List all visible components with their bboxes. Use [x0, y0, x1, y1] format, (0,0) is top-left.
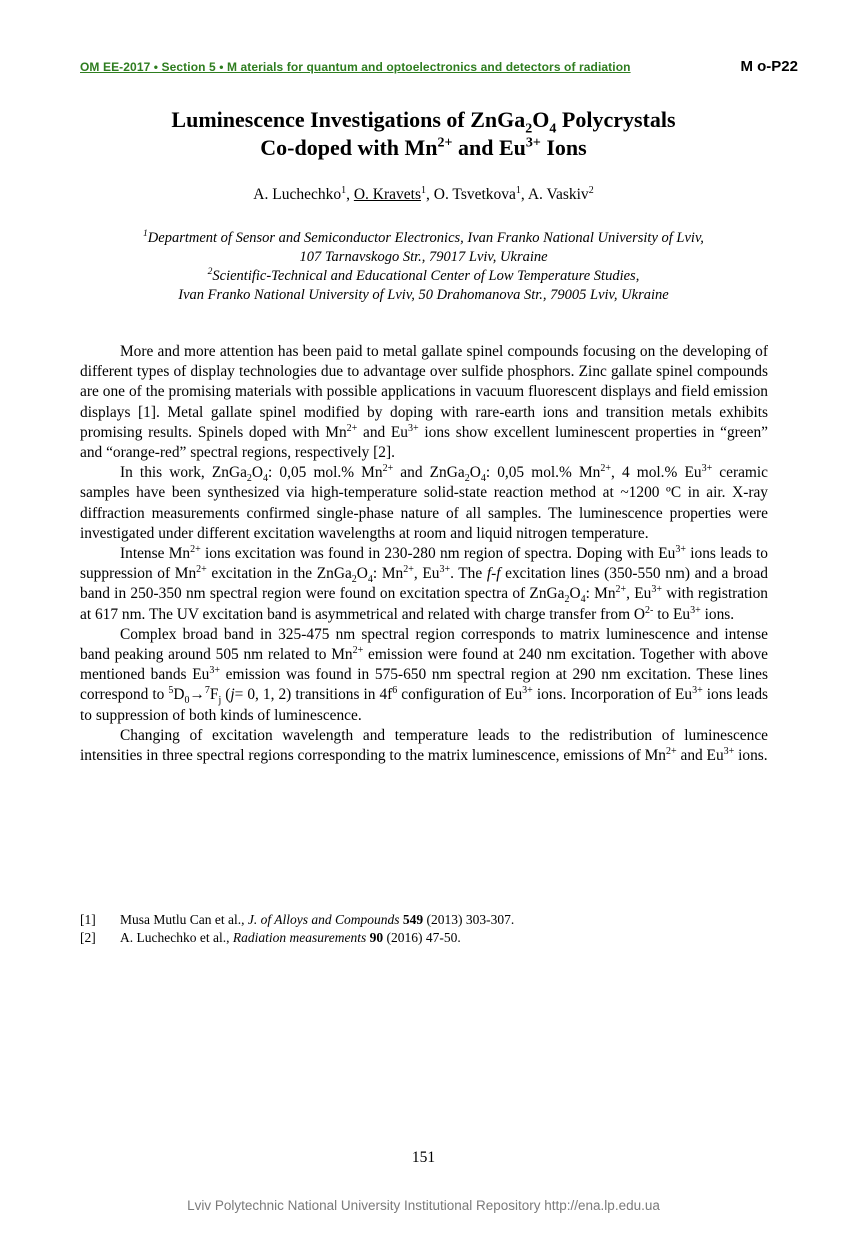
separator: , [426, 186, 434, 203]
text: . The [450, 565, 487, 583]
text: In this work, ZnGa [120, 464, 247, 482]
text: O [569, 585, 581, 603]
presenting-author-name: O. Kravets [353, 186, 422, 203]
paragraph-3 [80, 544, 768, 625]
reference-authors: A. Luchechko et al., [120, 930, 233, 945]
affiliation-marker: 1 [341, 184, 347, 196]
text: ions. [734, 747, 768, 765]
affiliation-2-line-2: Ivan Franko National University of Lviv, 50 Drahomanova Str., 79005 Lviv, Ukraine [178, 287, 669, 303]
superscript: 3+ [408, 422, 419, 434]
conference-header [80, 58, 800, 78]
superscript: 5 [168, 685, 174, 697]
subscript: 2 [351, 574, 357, 586]
affiliation-1-line-1 [0, 229, 847, 248]
text: emission were found at 240 nm excitation. Together with above mentioned bands Eu [80, 646, 768, 684]
text: O [469, 464, 481, 482]
reference-journal: Radiation measurements [232, 930, 367, 945]
superscript: 2+ [382, 463, 394, 475]
author-name: A. Vaskiv [527, 186, 589, 203]
text: F [209, 686, 219, 704]
superscript: 6 [392, 685, 398, 697]
paragraph-4 [80, 625, 768, 726]
text: Complex broad band in 325-475 nm spectral region corresponds to matrix luminescence and intense band peaking around 505 nm related to Mn [80, 625, 768, 664]
title-superscript: 2+ [437, 135, 453, 151]
text: Changing of excitation wavelength and temperature leads to the redistribution of luminescence intensities in three spectral regions corresponding to the matrix luminescence, emissions of Mn [80, 726, 768, 765]
superscript: 2+ [190, 543, 201, 555]
subscript: j [218, 695, 222, 707]
affiliation-text: Department of Sensor and Semiconductor Electronics, Ivan Franko National University of Lviv, [147, 230, 704, 246]
title-superscript: 3+ [525, 135, 541, 151]
superscript: 2+ [346, 422, 358, 434]
text: to Eu [653, 605, 691, 623]
reference-list [80, 911, 768, 947]
text: and Eu [676, 747, 724, 765]
affiliation-1-line-2: 107 Tarnavskogo Str., 79017 Lviv, Ukraine [299, 249, 548, 265]
text: ions. [700, 605, 735, 623]
text: ions excitation was found in 230-280 nm region of spectra. Doping with Eu [200, 545, 676, 563]
text: : Mn [585, 585, 616, 603]
subscript: 2 [246, 473, 252, 485]
text: : Mn [372, 565, 404, 583]
superscript: 3+ [701, 463, 713, 475]
superscript: 3+ [675, 543, 686, 555]
title-text: O [532, 107, 550, 132]
paragraph-5 [80, 726, 768, 766]
repository-footer: Lviv Polytechnic National University Institutional Repository http://ena.lp.edu.ua [187, 1198, 660, 1213]
text: and ZnGa [393, 464, 465, 482]
paper-title-line-1 [0, 106, 847, 137]
reference-text [120, 929, 461, 947]
text: ( [221, 686, 231, 704]
subscript: 2 [564, 594, 570, 606]
reference-volume: 549 [402, 912, 424, 927]
text: : 0,05 mol.% Mn [485, 464, 601, 482]
affiliation-2-line-1 [0, 267, 847, 286]
text: configuration of Eu [397, 686, 523, 704]
superscript: 3+ [439, 564, 451, 576]
superscript: 3+ [690, 604, 701, 616]
italic-text: f-f [486, 565, 501, 583]
text: excitation in the ZnGa [206, 565, 352, 583]
reference-item [80, 911, 768, 929]
abstract-body [80, 342, 768, 766]
superscript: 2+ [403, 564, 414, 576]
title-text: Co-doped with Mn [260, 135, 438, 160]
text: excitation lines (350-550 nm) and a broad band in 250-350 nm spectral region were found on excitation spectra of ZnGa [80, 565, 768, 603]
reference-number: [1] [80, 912, 96, 927]
subscript: 0 [184, 695, 190, 707]
author-list [0, 186, 847, 204]
separator: , [346, 186, 354, 203]
text: emission was found in 575-650 nm spectral region at 290 nm excitation. These lines correspond to [80, 666, 768, 704]
text: : 0,05 mol.% Mn [268, 464, 383, 482]
text: and Eu [357, 423, 409, 441]
reference-authors: Musa Mutlu Can et al., [120, 912, 248, 927]
paper-title-line-2 [0, 134, 847, 162]
title-text: Ions [540, 135, 587, 160]
affiliation-marker: 2 [588, 184, 594, 196]
page-number: 151 [411, 1149, 436, 1166]
superscript: 3+ [522, 685, 533, 697]
text: , 4 mol.% Eu [610, 464, 702, 482]
reference-year-pages: (2016) 47-50. [383, 930, 461, 945]
affiliation-marker: 2 [207, 267, 213, 278]
reference-journal: J. of Alloys and Compounds [247, 912, 400, 927]
subscript: 4 [367, 574, 373, 586]
author-name: O. Tsvetkova [433, 186, 516, 203]
reference-item [80, 929, 768, 947]
text: More and more attention has been paid to metal gallate spinel compounds focusing on the developing of different types of display technologies due to advantage over sulfide phosphors. Zinc gallate spinel compounds are one of the promising materials with possible applications in vacuum fluorescent displays and field emission displays [1]. Metal gallate spinel modified by doping with rare-earth ions and transition metals exhibits promising results. Spinels doped with Mn [80, 343, 768, 441]
title-text: Polycrystals [556, 107, 676, 132]
title-text: and Eu [452, 135, 526, 160]
separator: , [520, 186, 528, 203]
text: → [189, 686, 205, 704]
superscript: 2+ [615, 584, 627, 596]
text: ions leads to suppression of Mn [80, 545, 768, 583]
text: O [251, 464, 264, 482]
superscript: 3+ [209, 665, 220, 677]
title-text: Luminescence Investigations of ZnGa [171, 107, 526, 132]
text: = 0, 1, 2) transitions in 4f [234, 686, 393, 704]
superscript: 3+ [651, 584, 663, 596]
subscript: 2 [464, 473, 470, 485]
superscript: 2+ [666, 745, 677, 757]
subscript: 4 [263, 473, 269, 485]
text: , Eu [626, 585, 652, 603]
superscript: 2+ [600, 463, 611, 475]
paragraph-1 [80, 342, 768, 463]
paragraph-2 [80, 463, 768, 544]
reference-volume: 90 [369, 930, 384, 945]
text: with registration at 617 nm. The UV excitation band is asymmetrical and related with charge transfer from O [80, 585, 768, 623]
conference-section-text: OM EE-2017 • Section 5 • M aterials for quantum and optoelectronics and detectors of radiation [80, 60, 631, 74]
superscript: 2+ [352, 644, 364, 656]
reference-year-pages: (2013) 303-307. [423, 912, 515, 927]
text: , Eu [413, 565, 440, 583]
abstract-code: M o-P22 [740, 58, 798, 75]
text: ions show excellent luminescent properties in “green” and “orange-red” spectral regions, respectively [2]. [80, 423, 768, 462]
subscript: 4 [480, 473, 486, 485]
text: Intense Mn [120, 545, 191, 563]
italic-text: j [230, 686, 235, 704]
subscript: 4 [580, 594, 586, 606]
affiliation-marker: 1 [421, 184, 427, 196]
text: O [356, 565, 368, 583]
superscript: 3+ [692, 685, 703, 697]
text: D [173, 686, 185, 704]
text: ceramic samples have been synthesized via high-temperature solid-state reaction method at ~1200 ºC in air. X-ray diffraction measurements confirmed single-phase nature of all samples. The luminescence properties were investigated under different excitation wavelengths at room and liquid nitrogen temperature. [80, 464, 769, 542]
title-subscript: 4 [549, 121, 557, 137]
text: ions. Incorporation of Eu [532, 686, 693, 704]
superscript: 2- [645, 604, 654, 616]
reference-text [120, 911, 514, 929]
superscript: 7 [204, 685, 210, 697]
affiliation-marker: 1 [143, 229, 148, 240]
author-name: A. Luchechko [253, 186, 342, 203]
title-subscript: 2 [525, 121, 533, 137]
affiliation-text: Scientific-Technical and Educational Center of Low Temperature Studies, [212, 268, 640, 284]
superscript: 2+ [196, 564, 207, 576]
text: ions leads to suppression of both kinds of luminescence. [80, 686, 769, 724]
reference-number: [2] [80, 930, 96, 945]
superscript: 3+ [723, 745, 735, 757]
affiliation-marker: 1 [515, 184, 521, 196]
